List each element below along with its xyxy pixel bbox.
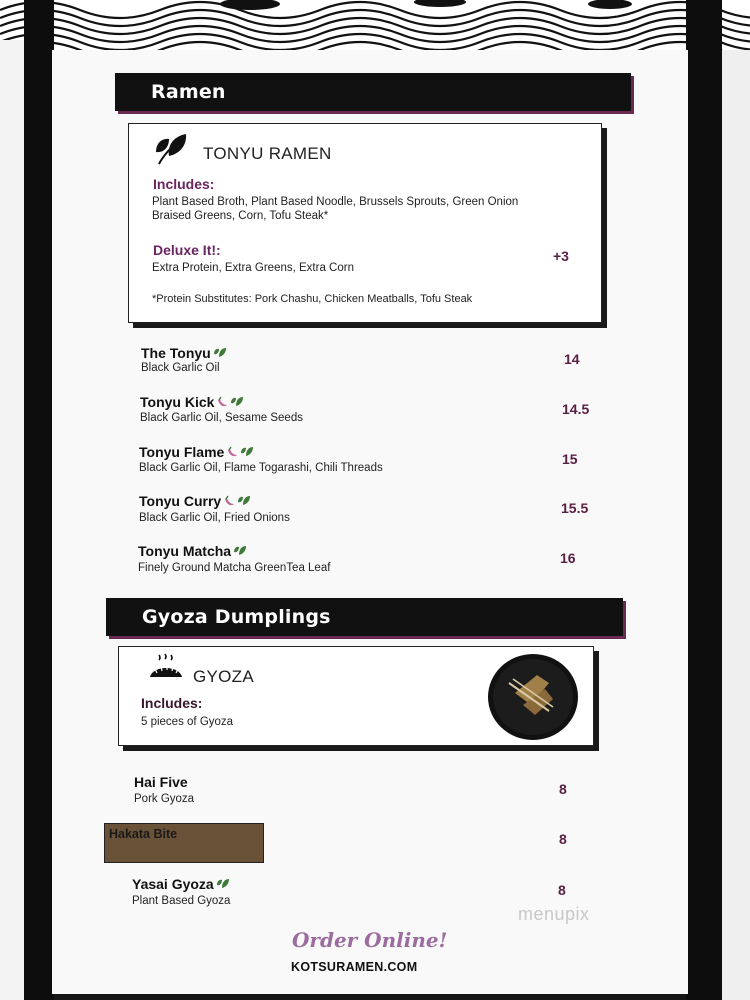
menu-item-desc: Black Garlic Oil <box>141 362 220 374</box>
leaf-icon <box>240 446 254 458</box>
menu-item-name: Tonyu Flame <box>139 444 254 460</box>
chili-icon <box>223 495 235 507</box>
includes-label: Includes: <box>153 176 215 192</box>
chili-icon <box>226 446 238 458</box>
menu-item-name: The Tonyu <box>141 345 227 361</box>
menu-item-price: 15.5 <box>561 500 589 516</box>
leaf-icon <box>230 396 244 408</box>
includes-text-line1: Plant Based Broth, Plant Based Noodle, Brussels Sprouts, Green Onion <box>152 196 519 208</box>
menu-item-price: 16 <box>560 550 576 566</box>
menu-item-desc: Finely Ground Matcha GreenTea Leaf <box>138 562 331 574</box>
leaf-icon <box>213 347 227 359</box>
gyoza-includes-label: Includes: <box>141 695 203 711</box>
deluxe-label: Deluxe It!: <box>153 242 221 258</box>
menu-item-desc: Pork Gyoza <box>134 793 195 805</box>
gyoza-title: GYOZA <box>193 667 255 686</box>
menu-item-name: Yasai Gyoza <box>132 876 230 892</box>
chili-icon <box>216 396 228 408</box>
watermark: menupix <box>518 904 590 924</box>
leaf-icon <box>216 878 230 890</box>
menu-item-price: 8 <box>558 882 566 898</box>
ramen-section-heading: Ramen <box>115 73 631 111</box>
adjacent-panel-left <box>0 40 24 1000</box>
includes-text-line2: Braised Greens, Corn, Tofu Steak* <box>152 210 329 222</box>
gyoza-section-heading: Gyoza Dumplings <box>106 598 623 636</box>
menu-item-name: Tonyu Kick <box>140 394 244 410</box>
menu-item-price: 8 <box>559 781 567 797</box>
order-online-script: Order Online! <box>292 928 448 952</box>
leaf-icon <box>237 495 251 507</box>
menu-item-price: 15 <box>562 451 578 467</box>
leaf-icon <box>233 545 247 557</box>
menu-item-desc: Black Garlic Oil, Sesame Seeds <box>140 412 303 424</box>
adjacent-panel-right <box>722 50 750 1000</box>
gyoza-card <box>118 646 594 746</box>
menu-item-name: Hakata Bite <box>109 827 178 841</box>
gyoza-includes-text: 5 pieces of Gyoza <box>141 716 234 728</box>
frame-left <box>24 0 54 1000</box>
menu-item-desc: Plant Based Gyoza <box>132 895 231 907</box>
protein-footnote: *Protein Substitutes: Pork Chashu, Chicken Meatballs, Tofu Steak <box>152 293 473 305</box>
menu-item-name: Tonyu Matcha <box>138 543 247 559</box>
frame-right <box>686 0 722 1000</box>
tonyu-ramen-title: TONYU RAMEN <box>203 144 332 163</box>
website-link[interactable]: KOTSURAMEN.COM <box>291 960 418 974</box>
deluxe-text: Extra Protein, Extra Greens, Extra Corn <box>152 262 354 274</box>
tonyu-ramen-card <box>128 123 602 323</box>
menu-item-desc: Black Garlic Oil, Flame Togarashi, Chili Threads <box>139 462 383 474</box>
menu-item-price: 14.5 <box>562 401 590 417</box>
dumpling-icon <box>147 653 185 683</box>
gyoza-photo-image <box>487 653 579 741</box>
deluxe-price: +3 <box>553 248 569 264</box>
covered-item-sticker <box>104 823 264 863</box>
menu-item-price: 14 <box>564 351 580 367</box>
menu-item-desc: Black Garlic Oil, Fried Onions <box>139 512 290 524</box>
menu-item-name: Hai Five <box>134 774 188 790</box>
menu-item-price: 8 <box>559 831 567 847</box>
leaves-icon <box>153 132 189 166</box>
menu-item-name: Tonyu Curry <box>139 493 251 509</box>
menu-panel <box>52 50 688 994</box>
